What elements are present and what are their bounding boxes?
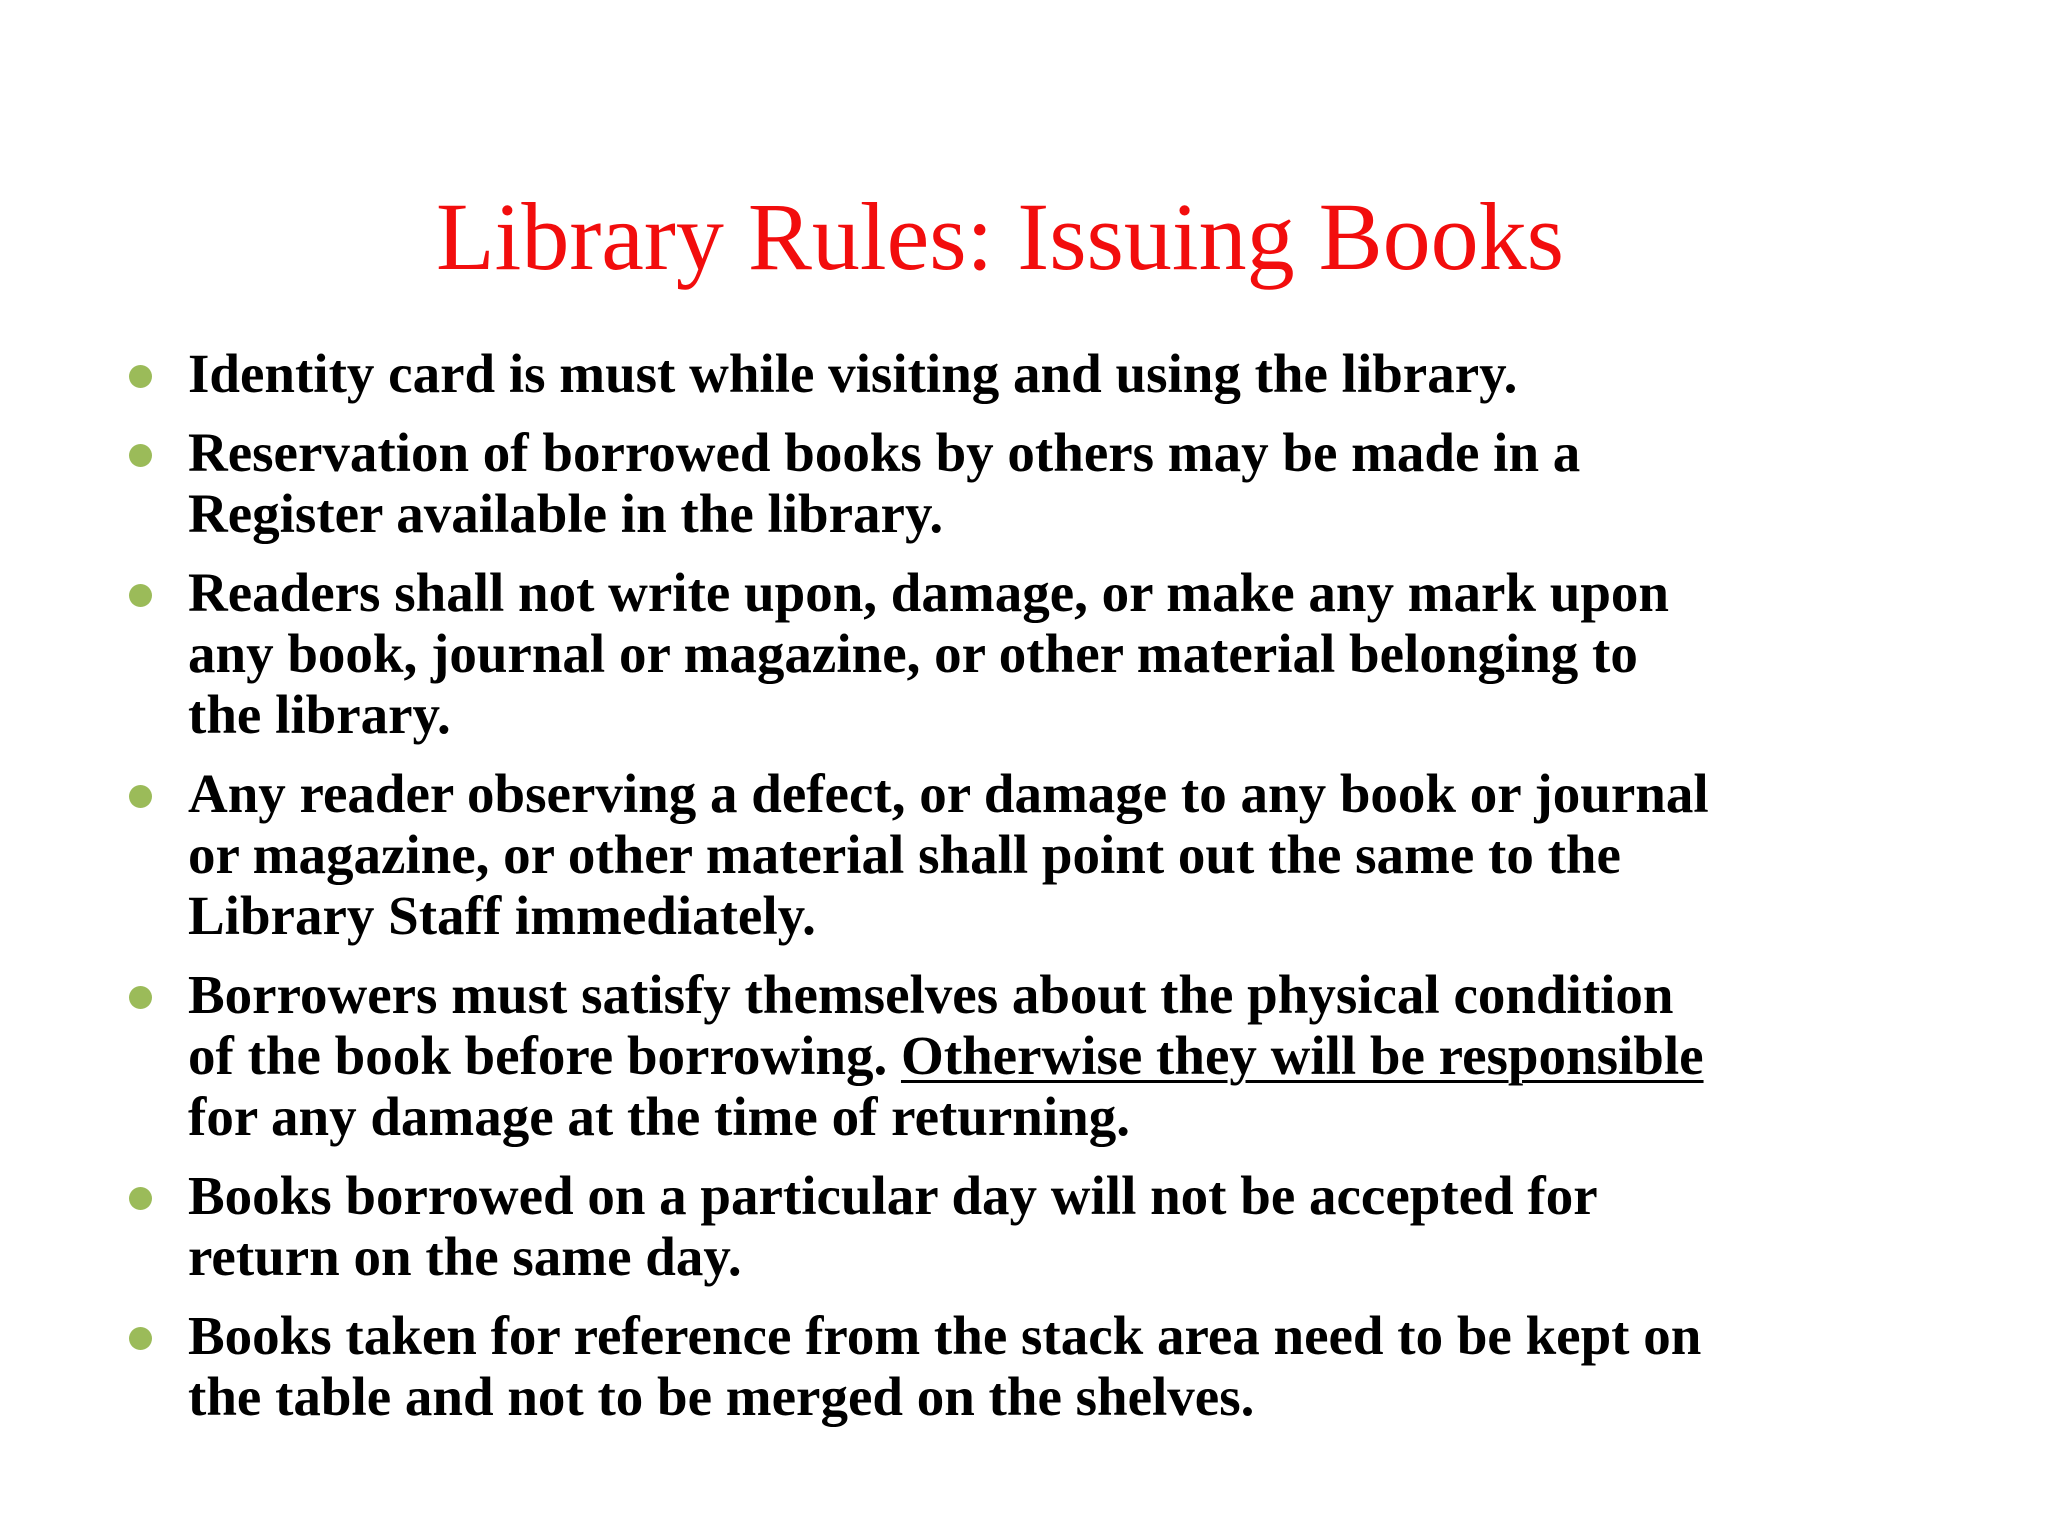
rule-item-identity-card <box>125 343 2025 404</box>
rule-line: Register available in the library. <box>188 483 944 544</box>
rule-text: of the book before borrowing. <box>188 1025 901 1086</box>
rule-item-report-defect <box>125 763 2025 946</box>
rule-line <box>188 1025 2025 1086</box>
rule-line: or magazine, or other material shall point out the same to the <box>188 824 1621 885</box>
bullet-icon <box>129 365 152 388</box>
rule-line: Books taken for reference from the stack area need to be kept on <box>188 1305 1702 1366</box>
rule-line: Borrowers must satisfy themselves about the physical condition <box>188 964 1674 1025</box>
rule-item-no-damage <box>125 562 2025 745</box>
rule-line: Reservation of borrowed books by others may be made in a <box>188 422 1581 483</box>
bullet-icon <box>129 444 152 467</box>
slide-title: Library Rules: Issuing Books <box>436 183 1564 290</box>
rule-line: any book, journal or magazine, or other material belonging to <box>188 623 1638 684</box>
rule-line: for any damage at the time of returning. <box>188 1086 1131 1147</box>
rules-list <box>125 343 2025 1445</box>
bullet-icon <box>129 1327 152 1350</box>
bullet-icon <box>129 785 152 808</box>
bullet-icon <box>129 986 152 1009</box>
rule-line: Readers shall not write upon, damage, or make any mark upon <box>188 562 1670 623</box>
rule-line: the table and not to be merged on the shelves. <box>188 1366 1255 1427</box>
rule-item-reference-books <box>125 1305 2025 1427</box>
rule-line: Identity card is must while visiting and using the library. <box>188 343 1518 404</box>
rule-line: the library. <box>188 684 451 745</box>
rule-line: Any reader observing a defect, or damage to any book or journal <box>188 763 1709 824</box>
rule-emphasis-underlined: Otherwise they will be responsible <box>900 1025 1704 1086</box>
rule-item-same-day-return <box>125 1165 2025 1287</box>
rule-line: return on the same day. <box>188 1226 742 1287</box>
rule-item-physical-condition <box>125 964 2025 1147</box>
bullet-icon <box>129 1187 152 1210</box>
rule-line: Library Staff immediately. <box>188 885 816 946</box>
rule-item-reservation <box>125 422 2025 544</box>
rule-line: Books borrowed on a particular day will not be accepted for <box>188 1165 1598 1226</box>
bullet-icon <box>129 584 152 607</box>
